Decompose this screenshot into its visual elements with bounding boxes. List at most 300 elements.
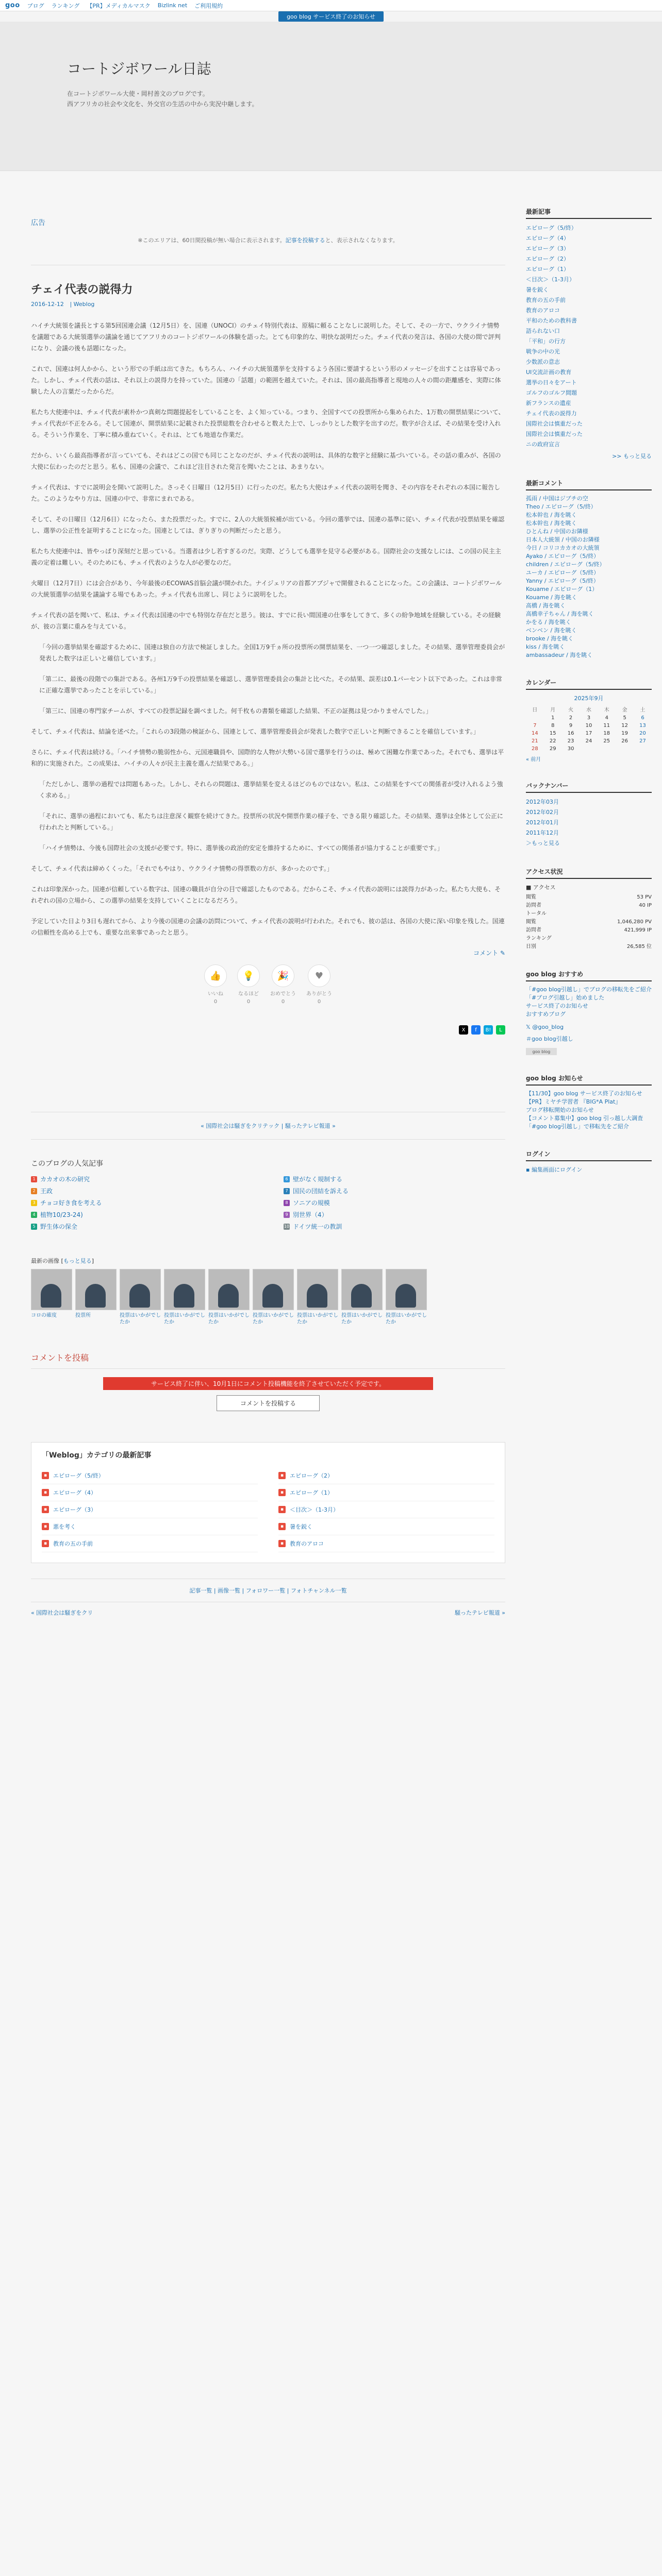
sidebar-news-title: goo blog お知らせ: [526, 1074, 652, 1086]
photo-thumbnail[interactable]: [386, 1269, 427, 1310]
goo-recommend-item[interactable]: おすすめブログ: [526, 1011, 566, 1018]
sidebar-recent-item[interactable]: 少数派の意志: [526, 359, 560, 365]
reaction-thanks[interactable]: [306, 964, 332, 1005]
category-post-row[interactable]: [278, 1467, 494, 1484]
sidebar-goo-title: goo blog おすすめ: [526, 970, 652, 981]
sidebar-comment-item[interactable]: ambassadeur / 海を眺く: [526, 652, 593, 658]
recent-photo-item[interactable]: [164, 1269, 205, 1326]
popular-post-item[interactable]: [31, 1198, 253, 1207]
entry-category-link[interactable]: Weblog: [73, 301, 95, 308]
entry-meta: 2016-12-12 | Weblog: [31, 301, 95, 308]
category-post-link[interactable]: 教育の五の手前: [53, 1540, 93, 1547]
reaction-buttons: [31, 964, 505, 1005]
calendar-day[interactable]: 20: [639, 731, 646, 736]
goobar-link-blog[interactable]: ブログ: [27, 2, 44, 9]
recent-photos-row: [31, 1269, 505, 1326]
comment-link-label: コメント: [473, 950, 499, 957]
backnumber-item[interactable]: 2012年01月: [526, 819, 559, 826]
sidebar-comments-list: [526, 495, 652, 659]
popular-post-item[interactable]: [284, 1210, 505, 1219]
new-badge-icon: ▪: [278, 1489, 286, 1496]
calendar-day[interactable]: 11: [603, 723, 610, 728]
x-icon: 𝕏: [526, 1024, 531, 1030]
recent-photos-title: 最新の画像: [31, 1258, 59, 1264]
sidebar-recent-item[interactable]: エピローグ（3）: [526, 245, 569, 252]
calendar-day[interactable]: 8: [551, 723, 555, 728]
popular-post-link[interactable]: ドイツ統一の教訓: [293, 1223, 342, 1230]
sidebar-recent-item[interactable]: UI交流計画の教育: [526, 369, 572, 376]
popular-posts: [31, 1158, 505, 1231]
sidebar-recent-item[interactable]: 暑を鋭く: [526, 286, 549, 293]
entry-paragraph: そして、チェイ代表は締めくくった。「それでもやはり、ウクライナ情勢の得票数の方が、多かったのです。」: [31, 865, 333, 872]
category-post-link[interactable]: エピローグ（2）: [290, 1472, 333, 1479]
calendar-day[interactable]: 1: [551, 715, 555, 721]
entry-paragraph: チェイ代表は、すでに説明会を開いて説明した。さっそく日曜日（12月5日）に行ったのだ。私たち大使はチェイ代表の説明を聞き、その内容をそれぞれの本国に報告した。このようなやり方は、国連の中で、非常にまれである。: [31, 484, 501, 502]
sidebar-backnumber-list: [526, 797, 652, 849]
entry-paragraph: 「ハイチ情勢は、今後も国際社会の支援が必要です。特に、選挙後の政治的安定を維持するために、すべての関係者が協力することが重要です。」: [39, 844, 443, 852]
entry-paragraph: チェイ代表の話を聞いて、私は、チェイ代表は国連の中でも特別な存在だと思う。彼は、すでに長い間国連の仕事をしてきて、多くの紛争地域を経験している。その経験が、彼の言葉に重みを与えている。: [31, 612, 501, 630]
backnumber-item[interactable]: 2012年02月: [526, 809, 559, 816]
entry-paragraph: 火曜日（12月7日）には会合があり、今年最後のECOWAS首脳会議が開かれた。ナイジェリアの首都アブジャで開催されることになった。この会議は、コートジボワールの大統領選挙の結果を議論する場でもあった。チェイ代表も出席し、同じように説明をした。: [31, 580, 502, 598]
sidebar-comment-item[interactable]: ユーカ / エピローグ（5/終）: [526, 569, 600, 576]
backnumber-item[interactable]: 2011年12月: [526, 829, 559, 836]
access-stat-row: [526, 910, 652, 918]
entry-paragraph: 「それに、選挙の過程においても、私たちは注意深く観察を続けてきた。投票所の状況や開票作業の様子を、できる限り確認した。その結果、選挙は全体として公正に行われたと判断している。」: [39, 812, 504, 831]
sidebar-comments-title: 最新コメント: [526, 479, 652, 490]
entry-paragraph: 「ただしかし、選挙の過程では問題もあった。しかし、それらの問題は、選挙結果を変えるほどのものではない。私は、この結果をすべての関係者が受け入れるよう強く求める。」: [39, 781, 503, 799]
calendar-day[interactable]: 28: [532, 746, 538, 752]
sidebar-recent-item[interactable]: エピローグ（5/終）: [526, 225, 577, 231]
popular-post-link[interactable]: 壁がなく規制する: [293, 1176, 343, 1183]
calendar-day[interactable]: 22: [549, 738, 556, 744]
calendar-day[interactable]: 24: [585, 738, 592, 744]
reaction-thanks-label: ありがとう: [306, 991, 332, 997]
reaction-like-label: いいね: [208, 991, 223, 997]
category-post-link[interactable]: エピローグ（1）: [290, 1489, 333, 1496]
sidebar-calendar: [526, 678, 652, 762]
category-latest-box: [31, 1442, 505, 1563]
calendar-day[interactable]: 19: [621, 731, 628, 736]
party-icon: 🎉: [272, 964, 294, 987]
new-badge-icon: ▪: [42, 1506, 49, 1513]
calendar-day[interactable]: 26: [621, 738, 628, 744]
sidebar-comment-item[interactable]: 今日 / コリコカカオの大統領: [526, 545, 600, 551]
category-post-row[interactable]: [42, 1501, 258, 1518]
calendar-day[interactable]: 13: [639, 723, 646, 728]
rank-badge: 1: [31, 1176, 37, 1182]
access-heading-label: アクセス: [533, 884, 556, 891]
sidebar-recent-item[interactable]: ＜目次＞（1-3月）: [526, 276, 575, 283]
recent-photo-item[interactable]: [253, 1269, 294, 1326]
sidebar-comment-item[interactable]: 日本人大統領 / 中国のお隣様: [526, 536, 600, 543]
popular-post-item[interactable]: [31, 1187, 253, 1195]
new-badge-icon: ▪: [42, 1472, 49, 1479]
popular-post-link[interactable]: チョコ好き食を考える: [40, 1199, 102, 1207]
calendar-weekday: 月: [550, 707, 556, 713]
calendar-week-row: [526, 722, 652, 730]
popular-post-link[interactable]: ソニアの規模: [293, 1199, 330, 1207]
post-comment-button[interactable]: コメントを投稿する: [217, 1395, 320, 1411]
sidebar-goo-recommend: [526, 970, 652, 1055]
calendar-month: 2025年9月: [574, 695, 604, 702]
sidebar-comment-item[interactable]: children / エピローグ（5/終）: [526, 561, 605, 568]
sidebar-recent-item[interactable]: 国際社会は慎重だった: [526, 420, 583, 427]
access-stats: [526, 893, 652, 951]
backnumber-item[interactable]: 2012年03月: [526, 799, 559, 805]
ad-notice: [31, 236, 505, 244]
photo-thumbnail[interactable]: [341, 1269, 383, 1310]
calendar-day[interactable]: 6: [641, 715, 644, 721]
calendar-day[interactable]: 12: [621, 723, 628, 728]
rank-badge: 7: [284, 1188, 290, 1194]
sidebar-comment-item[interactable]: かをる / 海を眺く: [526, 619, 571, 625]
photo-thumbnail[interactable]: [164, 1269, 205, 1310]
calendar-day[interactable]: 2: [569, 715, 573, 721]
entry-paragraph: そして、チェイ代表は、結論を述べた。「これらの3段階の検証から、国連として、選挙管理委員会が発表した数字で正しいと判断できることを確信しています。」: [31, 728, 479, 735]
photo-caption[interactable]: 投票はいかがでしたか: [341, 1313, 383, 1325]
category-post-row[interactable]: [42, 1518, 258, 1535]
sidebar-comment-item[interactable]: ベンベン / 海を眺く: [526, 627, 577, 634]
footer-prev-link[interactable]: « 国際社会は騒ぎをクリ: [31, 1609, 93, 1616]
calendar-body: [526, 714, 652, 753]
category-post-link[interactable]: 暑を鋭く: [290, 1523, 312, 1530]
sidebar-recent-item[interactable]: エピローグ（1）: [526, 266, 569, 273]
share-buttons: [31, 1025, 505, 1035]
access-stat-label: 訪問者: [526, 903, 541, 908]
footer-next-link[interactable]: 騒ったテレビ報道 »: [454, 1609, 505, 1616]
popular-post-item[interactable]: [31, 1210, 253, 1219]
calendar-week-row: [526, 730, 652, 737]
category-post-row[interactable]: [278, 1484, 494, 1501]
bulb-icon: 💡: [237, 964, 260, 987]
popular-post-link[interactable]: 野生体の保全: [40, 1223, 78, 1230]
goo-recommend-item[interactable]: 「#goo blog引越し」でブログの移転先をご紹介: [526, 986, 652, 993]
access-stat-label: 閲覧: [526, 894, 536, 900]
goobar-link-bizlink[interactable]: Bizlink net: [157, 2, 188, 9]
photo-thumbnail[interactable]: [297, 1269, 338, 1310]
calendar-day[interactable]: 3: [587, 715, 591, 721]
sidebar-recent-item[interactable]: ニの政府宣言: [526, 441, 560, 448]
calendar-weekday: 火: [568, 707, 574, 713]
goo-news-item[interactable]: 【PR】ミヤチ学習者 『BIG*A Plat』: [526, 1098, 621, 1105]
entry-paragraph: 予定していた日より3日も遅れてから、より今後の国連の会議の訪問について、チェイ代表の説明が行われた。それでも、彼の話は、各国の大使に深い印象を残した。国連の信頼性を高める上でも、重要な出来事であったと思う。: [31, 918, 505, 936]
entry-paragraph: 「今回の選挙結果を確認するために、国連は独自の方法で検証しました。全国1万9千ヵ所の投票所の開票結果を、一つ一つ確認しました。その結果、選挙管理委員会が発表した数字は正しいと確信しています。」: [39, 643, 505, 662]
goobar-link-terms[interactable]: ご利用規約: [194, 2, 223, 9]
sidebar-recent-item[interactable]: 教育の五の手前: [526, 297, 566, 303]
calendar-day[interactable]: 23: [567, 738, 574, 744]
popular-post-item[interactable]: [284, 1198, 505, 1207]
new-badge-icon: ▪: [278, 1523, 286, 1530]
sidebar-recent-item[interactable]: 選挙の日々をアート: [526, 379, 577, 386]
new-badge-icon: ▪: [278, 1540, 286, 1547]
sidebar-comment-item[interactable]: brooke / 海を眺く: [526, 635, 574, 642]
sidebar-comment-item[interactable]: Ayako / エピローグ（5/終）: [526, 553, 600, 560]
sidebar-backnumber-title: バックナンバー: [526, 781, 652, 793]
access-stat-label: 日別: [526, 944, 536, 950]
sidebar-recent-item[interactable]: 国際社会は慎重だった: [526, 431, 583, 437]
sidebar-comment-item[interactable]: Yanny / エピローグ（5/終）: [526, 578, 599, 584]
goo-news-item[interactable]: 【コメント募集中】goo blog 引っ越し大調査: [526, 1115, 643, 1122]
calendar-day[interactable]: 5: [623, 715, 626, 721]
login-link[interactable]: [526, 1165, 652, 1174]
access-stat-row: [526, 918, 652, 926]
calendar-day: [598, 745, 616, 753]
sidebar-recent-item[interactable]: 語られない口: [526, 328, 560, 334]
rank-badge: 4: [31, 1212, 37, 1218]
calendar-table: [526, 704, 652, 753]
category-post-row[interactable]: [42, 1484, 258, 1501]
goo-news-list: [526, 1090, 652, 1131]
calendar-day[interactable]: 17: [585, 731, 592, 736]
goo-blog-banner[interactable]: goo blog: [526, 1048, 557, 1055]
blog-header: [0, 22, 662, 171]
sidebar-recent-comments: [526, 479, 652, 659]
rank-badge: 8: [284, 1200, 290, 1206]
calendar-day[interactable]: 30: [567, 746, 574, 752]
x-share-icon[interactable]: X: [459, 1025, 468, 1035]
popular-post-link[interactable]: 別世界（4）: [293, 1211, 328, 1218]
sidebar-recent-item[interactable]: 教育のアロコ: [526, 307, 560, 314]
sidebar-recent-more-link[interactable]: >> もっと見る: [612, 453, 652, 460]
new-badge-icon: ▪: [42, 1540, 49, 1547]
calendar-day[interactable]: 21: [532, 738, 538, 744]
sidebar-recent-item[interactable]: チェイ代表の説得力: [526, 410, 577, 417]
rank-badge: 9: [284, 1212, 290, 1218]
follow-handle-link[interactable]: [526, 1024, 652, 1030]
recent-photo-item[interactable]: [208, 1269, 250, 1326]
calendar-prev-month-link[interactable]: « 前月: [526, 757, 541, 762]
service-end-notice-link[interactable]: goo blog サービス終了のお知らせ: [278, 11, 384, 22]
calendar-day[interactable]: 7: [533, 723, 537, 728]
sidebar-comment-item[interactable]: 高橋幸子ちゃん / 海を眺く: [526, 611, 594, 617]
photo-thumbnail[interactable]: [120, 1269, 161, 1310]
category-post-row[interactable]: [278, 1518, 494, 1535]
category-latest-left: [42, 1467, 258, 1552]
goo-news-item[interactable]: 「#goo blog引越し」で移転先をご紹介: [526, 1123, 629, 1130]
access-stat-label: ランキング: [526, 936, 552, 941]
footer-prev-next: [31, 1608, 505, 1648]
category-post-row[interactable]: [42, 1535, 258, 1552]
category-post-link[interactable]: エピローグ（4）: [53, 1489, 96, 1496]
access-heading: [526, 883, 652, 891]
calendar-day[interactable]: 10: [585, 723, 592, 728]
category-post-link[interactable]: ＜目次＞（1-3月）: [290, 1506, 339, 1513]
reaction-thanks-count: 0: [317, 999, 321, 1005]
calendar-weekday-row: [526, 704, 652, 714]
goo-recommend-item[interactable]: 「#ブログ引越し」始めました: [526, 994, 605, 1001]
photo-caption[interactable]: 投票はいかがでしたか: [386, 1313, 427, 1325]
photo-caption[interactable]: 投票はいかがでしたか: [297, 1313, 338, 1325]
sidebar-access: [526, 867, 652, 951]
calendar-day[interactable]: 14: [532, 731, 538, 736]
calendar-weekday: 土: [640, 707, 646, 713]
calendar-day[interactable]: 18: [603, 731, 610, 736]
recent-photos-heading: 最新の画像 [もっと見る]: [31, 1258, 94, 1264]
calendar-day[interactable]: 9: [569, 723, 573, 728]
backnumber-item[interactable]: ＞もっと見る: [526, 840, 560, 846]
sidebar-goo-news: [526, 1074, 652, 1131]
entry-paragraph: これで、国連は何人かから、という形での手紙は出てきた。もちろん、ハイチの大統領選挙を支持するよう各国に要請するという形のメッセージを出すことは容易であった。しかし、チェイ代表の話は、それ以上の説得力を持っていた。国連の「話題」の範囲を越えていた。それは、国の最高指導者と現地の人々の間の距離感を、実際に体験した人の言葉だったからだ。: [31, 365, 501, 395]
popular-posts-list: [31, 1175, 505, 1231]
goo-news-item[interactable]: ブログ移転開始のお知らせ: [526, 1107, 594, 1113]
rank-badge: 5: [31, 1224, 37, 1230]
facebook-share-icon[interactable]: f: [471, 1025, 481, 1035]
new-badge-icon: ▪: [278, 1506, 286, 1513]
sidebar-recent-list: [526, 223, 652, 450]
hatena-bookmark-icon[interactable]: B!: [484, 1025, 493, 1035]
calendar-day[interactable]: 27: [639, 738, 646, 744]
sidebar-recent-item[interactable]: ゴルフのゴルフ間題: [526, 389, 577, 396]
calendar-week-row: [526, 714, 652, 722]
sidebar-login-title: ログイン: [526, 1149, 652, 1161]
access-stat-label: トータル: [526, 911, 547, 917]
entry-title[interactable]: チェイ代表の説得力: [31, 283, 133, 296]
sidebar-recent-item[interactable]: エピローグ（2）: [526, 256, 569, 262]
rank-badge: 3: [31, 1200, 37, 1206]
recent-photo-item[interactable]: [31, 1269, 72, 1326]
comment-post-section: [31, 1351, 505, 1411]
goobar-link-pr[interactable]: 【PR】メディカルマスク: [87, 2, 151, 9]
sidebar-recent-posts: [526, 207, 652, 460]
entry-paragraph: だから、いくら最高指導者が言っていても、それはどこの国でも同じことなのだが、チェイ代表の説明は、具体的な数字と経験に基づいている。その話の重みが、各国の大使に伝わったのだと思う。私も、国連の会議で、これほど注目された発言を聞いたことは、あまりない。: [31, 452, 501, 470]
calendar-day[interactable]: 4: [605, 715, 608, 721]
sidebar-comment-item[interactable]: 孤雨 / 中国はジブチの空: [526, 495, 588, 502]
popular-post-link[interactable]: 国民の団結を訴える: [293, 1188, 349, 1195]
line-share-icon[interactable]: L: [496, 1025, 505, 1035]
sidebar-calendar-title: カレンダー: [526, 678, 652, 690]
calendar-day[interactable]: 16: [567, 731, 574, 736]
new-badge-icon: ▪: [278, 1472, 286, 1479]
recent-photo-item[interactable]: [341, 1269, 383, 1326]
recent-photos: [31, 1257, 505, 1326]
entry-paragraph: これは印象深かった。国連が信頼している数字は、国連の職員が自分の目で確認したものである。だからこそ、チェイ代表の説明には説得力があった。私たち大使も、それぞれの国の立場から、この選挙の結果を支持していくことになるだろう。: [31, 886, 501, 904]
new-badge-icon: ▪: [42, 1523, 49, 1530]
recent-photo-item[interactable]: [120, 1269, 161, 1326]
photo-caption[interactable]: 投票はいかがでしたか: [164, 1313, 205, 1325]
sidebar-comment-item[interactable]: 高橋 / 海を眺く: [526, 602, 566, 609]
goo-logo[interactable]: goo: [5, 2, 20, 9]
ad-notice-text: ※このエリアは、60日間投稿が無い場合に表示されます。: [138, 237, 286, 244]
category-post-link[interactable]: エピローグ（3）: [53, 1506, 96, 1513]
popular-post-link[interactable]: 王政: [40, 1188, 53, 1195]
popular-post-link[interactable]: カカオの木の研究: [40, 1176, 90, 1183]
category-post-row[interactable]: [278, 1535, 494, 1552]
access-stat-value: 40 IP: [639, 903, 652, 908]
footer-links[interactable]: 記事一覧 | 画像一覧 | フォロワー一覧 | フォトチャンネル一覧: [31, 1579, 505, 1602]
category-latest-title: 「Weblog」カテゴリの最新記事: [42, 1451, 152, 1460]
photo-thumbnail[interactable]: [31, 1269, 72, 1310]
photo-caption[interactable]: 投票はいかがでしたか: [208, 1313, 250, 1325]
popular-post-item[interactable]: [284, 1222, 505, 1231]
sidebar-recent-item[interactable]: 新フランスの遺産: [526, 400, 571, 406]
sidebar-comment-item[interactable]: Kouame / エピローグ（1）: [526, 586, 598, 592]
sidebar-recent-item[interactable]: エピローグ（4）: [526, 235, 569, 242]
popular-post-item[interactable]: [31, 1175, 253, 1183]
goo-news-item[interactable]: 【11/30】goo blog サービス終了のお知らせ: [526, 1090, 642, 1097]
follow-handle-label: @goo_blog: [532, 1024, 564, 1030]
entry-comment-link[interactable]: [31, 948, 505, 957]
entry: [31, 281, 505, 1035]
sidebar-login: [526, 1149, 652, 1174]
reaction-like[interactable]: [204, 964, 227, 1005]
photo-thumbnail[interactable]: [208, 1269, 250, 1310]
blog-title[interactable]: コートジボワール日誌: [67, 60, 211, 77]
goobar-link-ranking[interactable]: ランキング: [51, 2, 80, 9]
rank-badge: 6: [284, 1176, 290, 1182]
sidebar-recent-item[interactable]: 戦争の中の光: [526, 348, 560, 355]
sidebar-comment-item[interactable]: Kouame / 海を眺く: [526, 594, 577, 601]
photo-caption[interactable]: 投票はいかがでしたか: [253, 1313, 294, 1325]
reaction-naruhodo[interactable]: [237, 964, 260, 1005]
recent-photos-more-link[interactable]: もっと見る: [63, 1258, 92, 1264]
category-post-row[interactable]: [278, 1501, 494, 1518]
photo-thumbnail[interactable]: [75, 1269, 117, 1310]
popular-post-item[interactable]: [284, 1187, 505, 1195]
category-post-link[interactable]: 教育のアロコ: [290, 1540, 324, 1547]
recent-photo-item[interactable]: [75, 1269, 117, 1326]
popular-post-link[interactable]: 植物10/23-24): [40, 1211, 83, 1218]
goo-recommend-list: [526, 986, 652, 1019]
sidebar-comment-item[interactable]: 松本幹也 / 海を眺く: [526, 512, 577, 518]
sidebar-comment-item[interactable]: kiss / 海を眺く: [526, 643, 565, 650]
entry-paragraph: 私たち大使連中は、チェイ代表が素朴かつ真剣な問題提起をしていることを、よく知っている。つまり、全国すべての投票所から集められた、1万数の開票結果について、チェイ代表が不正をみる。そして国連が、開票結果に記載された投票総数を合わせると数えた上で、しっかりとした数字を出すのだ。数字が合えば、その結果を受け入れる。そういう作業を、丁寧に積み重ねていく。それは、とても地道な作業だ。: [31, 409, 505, 438]
follow-hashtag-link[interactable]: ＃goo blog引越し: [526, 1036, 573, 1042]
photo-caption[interactable]: 投票はいかがでしたか: [120, 1313, 161, 1325]
ad-notice-text-end: と、表示されなくなります。: [325, 237, 399, 244]
popular-post-item[interactable]: [284, 1175, 505, 1183]
category-post-link[interactable]: 悪を考く: [53, 1523, 76, 1530]
goo-recommend-item[interactable]: サービス終了のお知らせ: [526, 1003, 588, 1009]
recent-photo-item[interactable]: [297, 1269, 338, 1326]
access-icon: ■: [526, 884, 532, 891]
calendar-weekday: 木: [604, 707, 609, 713]
sidebar-recent-item[interactable]: 平和のための教科書: [526, 317, 577, 324]
category-post-link[interactable]: エピローグ（5/終）: [53, 1472, 104, 1479]
heart-icon: ♥: [308, 964, 330, 987]
photo-caption[interactable]: コロの確度: [31, 1313, 57, 1318]
access-stat-row: [526, 943, 652, 951]
reaction-congrats[interactable]: [270, 964, 296, 1005]
recent-photo-item[interactable]: [386, 1269, 427, 1326]
sidebar-comment-item[interactable]: Theo / エピローグ（5/終）: [526, 503, 597, 510]
sidebar-comment-item[interactable]: ひとんね / 中国のお隣様: [526, 528, 588, 535]
sidebar-access-title: アクセス状況: [526, 867, 652, 879]
calendar-day[interactable]: 25: [603, 738, 610, 744]
blog-description-line-1: 在コートジボワール大使・岡村善文のブログです。: [67, 90, 209, 97]
entry-paragraph: 私たち大使連中は、皆やっぱり深刻だと思っている。当選者は少し若すぎるのだ。実際、どうしても選挙を見守る必要がある。国際社会の支援なしには、この国の民主主義の定着は難しい。そのためにも、チェイ代表のような人が必要なのだ。: [31, 548, 502, 566]
calendar-day[interactable]: 29: [549, 746, 556, 752]
new-badge-icon: ▪: [42, 1489, 49, 1496]
category-latest-right: [278, 1467, 494, 1552]
ad-notice-post-link[interactable]: 記事を投稿する: [285, 237, 325, 244]
sidebar-recent-item[interactable]: 「平和」の行方: [526, 338, 566, 345]
ad-label: 広告: [31, 219, 45, 227]
category-post-row[interactable]: [42, 1467, 258, 1484]
calendar-day: [616, 745, 634, 753]
photo-caption[interactable]: 投票所: [75, 1313, 91, 1318]
sidebar-comment-item[interactable]: 松本幹也 / 海を眺く: [526, 520, 577, 527]
prev-next-nav[interactable]: « 国際社会は騒ぎをクリテック | 騒ったテレビ報道 »: [31, 1112, 505, 1140]
calendar-day[interactable]: 15: [549, 731, 556, 736]
access-stat-row: [526, 935, 652, 943]
photo-thumbnail[interactable]: [253, 1269, 294, 1310]
thumbs-up-icon: 👍: [204, 964, 227, 987]
entry-paragraph: 「第二に、最後の段階での集計である。各州1万9千の投票結果を確認し、選挙管理委員会の集計と比べた。その結果、誤差は0.1パーセント以下であった。これは非常に正確な選挙であったことを示している。」: [39, 675, 503, 694]
popular-post-item[interactable]: [31, 1222, 253, 1231]
sidebar-backnumber: [526, 781, 652, 849]
calendar-day: [580, 745, 598, 753]
main-column: [0, 192, 505, 1648]
